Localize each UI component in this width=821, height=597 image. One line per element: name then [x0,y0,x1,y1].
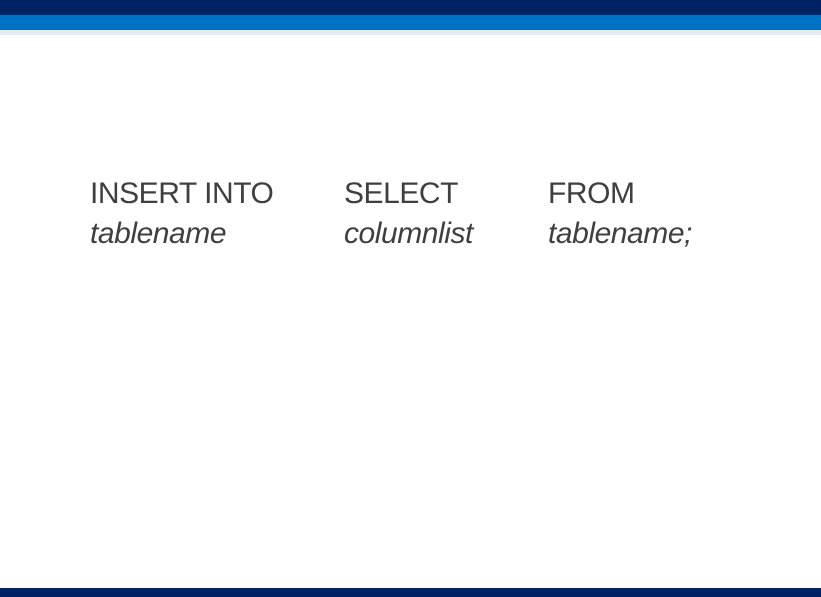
sql-column-insert [90,174,344,254]
sql-operand: tablename [90,217,227,250]
header-light-strip [0,30,821,35]
header-accent-bar [0,15,821,30]
sql-keyword: FROM [548,177,635,210]
header-navy-bar [0,0,821,15]
sql-column-from [548,174,692,254]
sql-operand: columnlist [344,217,473,250]
footer-navy-bar [0,588,821,597]
sql-column-select [344,174,548,254]
sql-statement [90,174,692,254]
sql-keyword: SELECT [344,177,459,210]
sql-keyword: INSERT INTO [90,177,274,210]
sql-operand: tablename; [548,217,692,250]
